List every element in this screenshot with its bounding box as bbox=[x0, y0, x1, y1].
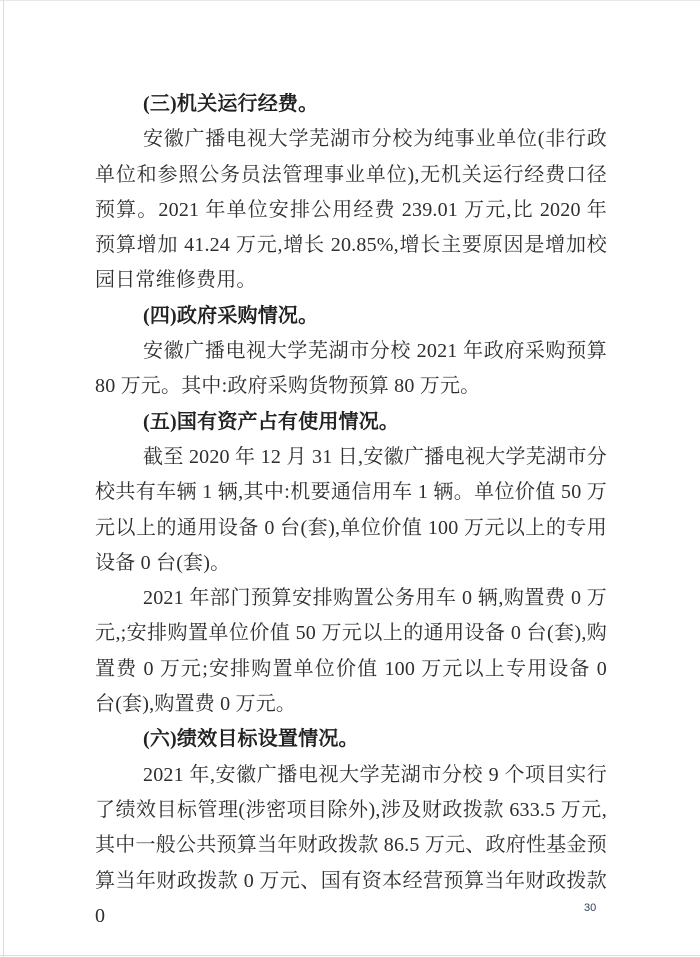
paragraph-procurement-detail: 安徽广播电视大学芜湖市分校 2021 年政府采购预算 80 万元。其中:政府采购货物预算 80 万元。 bbox=[95, 340, 607, 398]
section-heading-government-procurement: (四)政府采购情况。 bbox=[143, 304, 319, 327]
paragraph-state-assets-detail: 截至 2020 年 12 月 31 日,安徽广播电视大学芜湖市分校共有车辆 1 辆,其中:机要通信用车 1 辆。单位价值 50 万元以上的通用设备 0 台(套),单位价值 100 万元以上的专用设备 0 台(套)。 bbox=[95, 445, 607, 574]
paragraph-operating-expenses-detail: 安徽广播电视大学芜湖市分校为纯事业单位(非行政单位和参照公务员法管理事业单位),无机关运行经费口径预算。2021 年单位安排公用经费 239.01 万元,比 2020 年预算增加 41.24 万元,增长 20.85%,增长主要原因是增加校园日常维修费用。 bbox=[95, 128, 607, 292]
page-number: 30 bbox=[584, 902, 597, 914]
document-content bbox=[95, 87, 607, 934]
paragraph-vehicle-equipment-budget: 2021 年部门预算安排购置公务用车 0 辆,购置费 0 万元,;安排购置单位价值 50 万元以上的通用设备 0 台(套),购置费 0 万元;安排购置单位价值 100 万元以上专用设备 0 台(套),购置费 0 万元。 bbox=[95, 587, 607, 716]
section-heading-performance-targets: (六)绩效目标设置情况。 bbox=[143, 728, 359, 751]
section-heading-state-assets: (五)国有资产占有使用情况。 bbox=[143, 410, 400, 433]
paragraph-performance-targets-detail: 2021 年,安徽广播电视大学芜湖市分校 9 个项目实行了绩效目标管理(涉密项目除外),涉及财政拨款 633.5 万元,其中一般公共预算当年财政拨款 86.5 万元、政府性基金预算当年财政拨款 0 万元、国有资本经营预算当年财政拨款 0 bbox=[95, 763, 607, 927]
page-edge-top bbox=[0, 0, 700, 1]
page-edge-left bbox=[3, 0, 4, 957]
section-heading-agency-operating-expenses: (三)机关运行经费。 bbox=[143, 93, 319, 115]
page-edge-bottom bbox=[0, 955, 700, 956]
